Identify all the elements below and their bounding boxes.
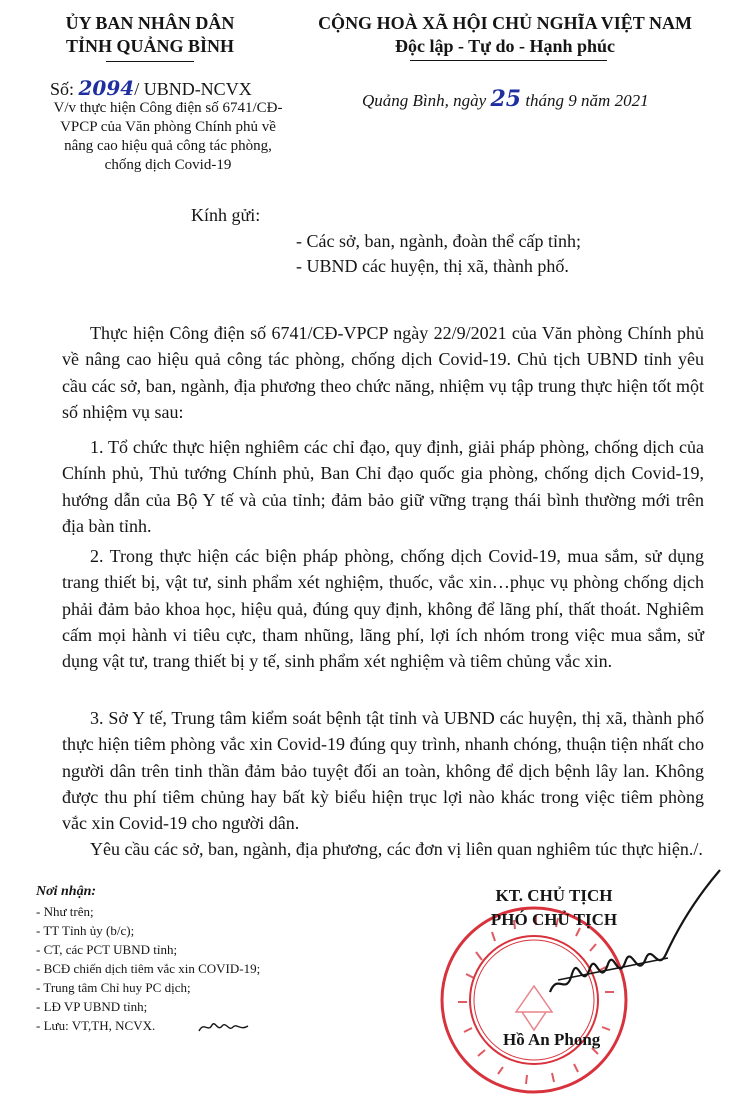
recipient-item: - Các sở, ban, ngành, đoàn thể cấp tỉnh;: [296, 231, 581, 251]
agency-underline: [106, 61, 194, 62]
place-date-prefix: Quảng Bình, ngày: [362, 91, 491, 110]
motto: Độc lập - Tự do - Hạnh phúc: [394, 36, 616, 56]
greeting: Kính gửi:: [191, 205, 261, 225]
signer-role-2: PHÓ CHỦ TỊCH: [490, 910, 618, 929]
subject-line: V/v thực hiện Công điện số 6741/CĐ-: [53, 100, 283, 116]
date-day-handwritten: 25: [490, 86, 522, 112]
receiver-item: - Lưu: VT,TH, NCVX.: [36, 1018, 156, 1033]
body-item-3: 3. Sở Y tế, Trung tâm kiểm soát bệnh tật tỉnh và UBND các huyện, thị xã, thành phố thực hiện tiêm phòng vắc xin Covid-19 đúng quy trình, nhanh chóng, thuận tiện nhất cho người dân trên tinh thần đảm bảo tuyệt đối an toàn, không để dịch bệnh lây lan. Không được thu phí tiêm chủng hay bất kỳ biểu hiện trục lợi nào khác trong việc tiêm phòng vắc xin Covid-19 cho người dân.: [62, 708, 704, 834]
agency-line-1: ỦY BAN NHÂN DÂN: [65, 13, 235, 33]
subject-line: nâng cao hiệu quả công tác phòng,: [64, 138, 272, 154]
receiver-item: - Như trên;: [36, 904, 94, 919]
doc-no-label: Số:: [50, 79, 75, 99]
recipient-item: - UBND các huyện, thị xã, thành phố.: [296, 256, 569, 276]
body-item-2: 2. Trong thực hiện các biện pháp phòng, chống dịch Covid-19, mua sắm, sử dụng trang thiết bị, vật tư, sinh phẩm xét nghiệm, thuốc, vắc xin…phục vụ phòng chống dịch phải đảm bảo khoa học, hiệu quả, đúng quy định, không để lãng phí, thất thoát. Nghiêm cấm mọi hành vi tiêu cực, tham nhũng, lãng phí, lợi ích nhóm trong việc mua sắm, sử dụng vật tư, trang thiết bị y tế, sinh phẩm xét nghiệm và tiêm chủng vắc xin.: [62, 546, 704, 672]
place-date-suffix: tháng 9 năm 2021: [521, 91, 649, 110]
receiver-item: - CT, các PCT UBND tỉnh;: [36, 942, 178, 957]
doc-no-suffix: / UBND-NCVX: [134, 79, 252, 99]
body-intro: Thực hiện Công điện số 6741/CĐ-VPCP ngày 22/9/2021 của Văn phòng Chính phủ về nâng cao hiệu quả công tác phòng, chống dịch Covid-19. Chủ tịch UBND tỉnh yêu cầu các sở, ban, ngành, địa phương theo chức năng, nhiệm vụ tập trung thực hiện tốt một số nhiệm vụ sau:: [62, 323, 704, 422]
motto-underline: [410, 60, 607, 61]
document-number: [50, 76, 252, 100]
signer-role-1: KT. CHỦ TỊCH: [495, 886, 613, 905]
national-title: [295, 12, 715, 58]
nation-line-1: CỘNG HOÀ XÃ HỘI CHỦ NGHĨA VIỆT NAM: [318, 13, 692, 33]
signer-name: Hồ An Phong: [503, 1030, 601, 1049]
subject-line: chống dịch Covid-19: [104, 157, 232, 173]
body-item-1: 1. Tổ chức thực hiện nghiêm các chỉ đạo, quy định, giải pháp phòng, chống dịch của Chính phủ, Thủ tướng Chính phủ, Ban Chỉ đạo quốc gia phòng, chống dịch Covid-19, hướng dẫn của Bộ Y tế và của tỉnh; đảm bảo giữ vững trạng thái bình thường mới trên địa bàn tỉnh.: [62, 437, 704, 536]
issuing-agency: [50, 12, 250, 58]
body-closing: Yêu cầu các sở, ban, ngành, địa phương, các đơn vị liên quan nghiêm túc thực hiện./.: [90, 839, 703, 859]
doc-no-handwritten: 2094: [78, 76, 135, 100]
recipient-list: [296, 229, 581, 279]
receiver-item: - LĐ VP UBND tỉnh;: [36, 999, 148, 1014]
receiver-item: - BCĐ chiến dịch tiêm vắc xin COVID-19;: [36, 961, 261, 976]
receivers-title: Nơi nhận:: [36, 884, 97, 899]
initials-scribble: [196, 1017, 252, 1037]
subject: [38, 99, 298, 175]
receivers-block: [36, 884, 260, 1035]
agency-line-2: TỈNH QUẢNG BÌNH: [65, 36, 235, 56]
place-date: [362, 86, 649, 112]
receiver-item: - Trung tâm Chỉ huy PC dịch;: [36, 980, 191, 995]
receiver-item: - TT Tỉnh ủy (b/c);: [36, 923, 135, 938]
signature-block: [474, 884, 634, 932]
subject-line: VPCP của Văn phòng Chính phủ về: [60, 119, 276, 135]
